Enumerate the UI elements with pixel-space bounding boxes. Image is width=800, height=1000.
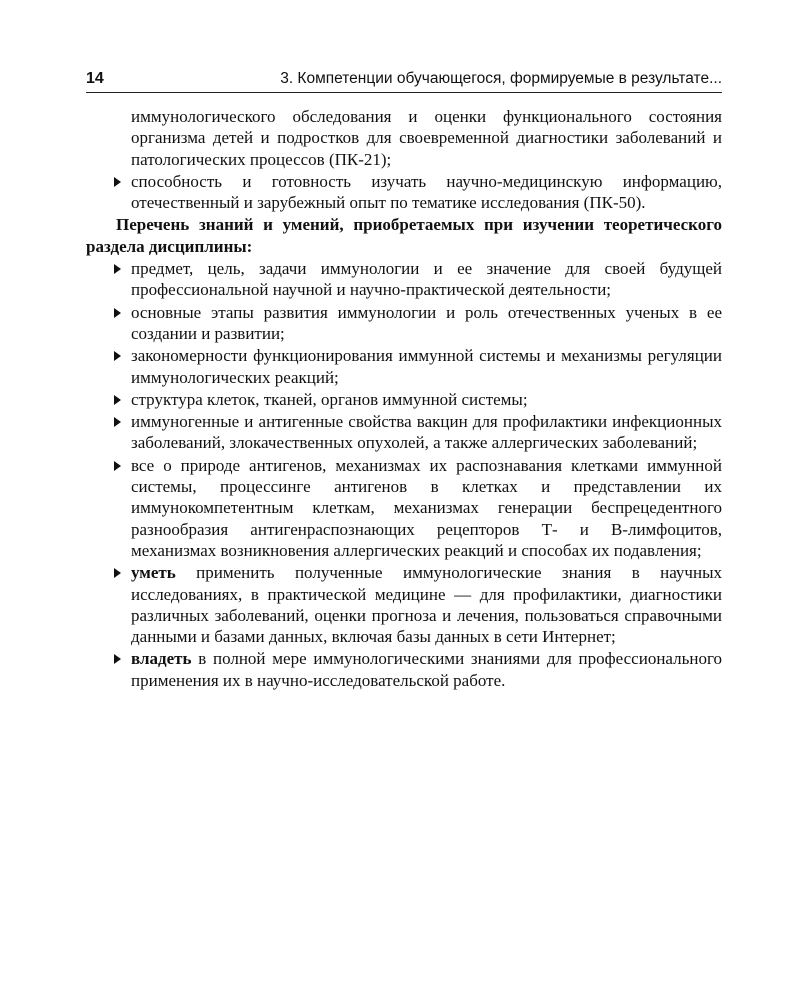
knowledge-text: иммуногенные и антигенные свойства вакцин для профилактики инфекционных заболеваний, злокачественных опухолей, а также аллергических заболеваний; [131,412,722,453]
knowledge-item [86,455,722,561]
bullet-arrow-icon [114,568,121,578]
knowledge-item [86,389,722,410]
competency-text: способность и готовность изучать научно-медицинскую информацию, отечественный и зарубежный опыт по тематике исследования (ПК-50). [131,171,722,213]
bullet-arrow-icon [114,461,121,471]
competency-text: иммунологического обследования и оценки функционального состояния организма детей и подростков для своевременной диагностики заболеваний и патологических процессов (ПК-21); [131,107,722,169]
knowledge-text: закономерности функционирования иммунной системы и механизмы регуляции иммунологических реакций; [131,346,722,387]
knowledge-item [86,411,722,454]
skill-text: применить полученные иммунологические знания в научных исследованиях, в практической медицине — для профилактики, диагностики различных заболеваний, оценки прогноза и лечения, пользоваться справочными данными и базами данных, включая базы данных в сети Интернет; [131,563,722,647]
skill-keyword: уметь [131,563,176,583]
running-title: 3. Компетенции обучающегося, формируемые в результате... [280,70,722,87]
bullet-arrow-icon [114,264,121,274]
bullet-arrow-icon [114,417,121,427]
section-heading: Перечень знаний и умений, приобретаемых при изучении теоретического раздела дисциплины: [86,215,722,256]
skill-item-vladet [86,648,722,691]
competency-item [86,171,722,214]
bullet-arrow-icon [114,308,121,318]
bullet-arrow-icon [114,177,121,187]
knowledge-item [86,302,722,345]
knowledge-text: основные этапы развития иммунологии и роль отечественных ученых в ее создании и развитии; [131,302,722,343]
competency-item-continued [86,106,722,170]
skill-text: в полной мере иммунологическими знаниями для профессионального применения их в научно-исследовательской работе. [131,649,722,690]
knowledge-text: все о природе антигенов, механизмах их распознавания клетками иммунной системы, процессинге антигенов в клетках и представлении их иммунокомпетентным клеткам, механизмах генерации беспрецедентного разнообразия антигенраспознающих рецепторов Т- и В-лимфоцитов, механизмах возникновения аллергических реакций и способах их подавления; [131,455,722,560]
skill-keyword: владеть [131,649,192,669]
skill-item-umet [86,562,722,647]
knowledge-text: предмет, цель, задачи иммунологии и ее значение для своей будущей профессиональной научной и научно-практической деятельности; [131,259,722,300]
running-header [86,68,722,93]
bullet-arrow-icon [114,351,121,361]
knowledge-item [86,258,722,301]
bullet-arrow-icon [114,654,121,664]
page-body [86,106,722,692]
knowledge-text: структура клеток, тканей, органов иммунной системы; [131,389,528,409]
knowledge-item [86,345,722,388]
page-number: 14 [86,70,104,87]
bullet-arrow-icon [114,395,121,405]
